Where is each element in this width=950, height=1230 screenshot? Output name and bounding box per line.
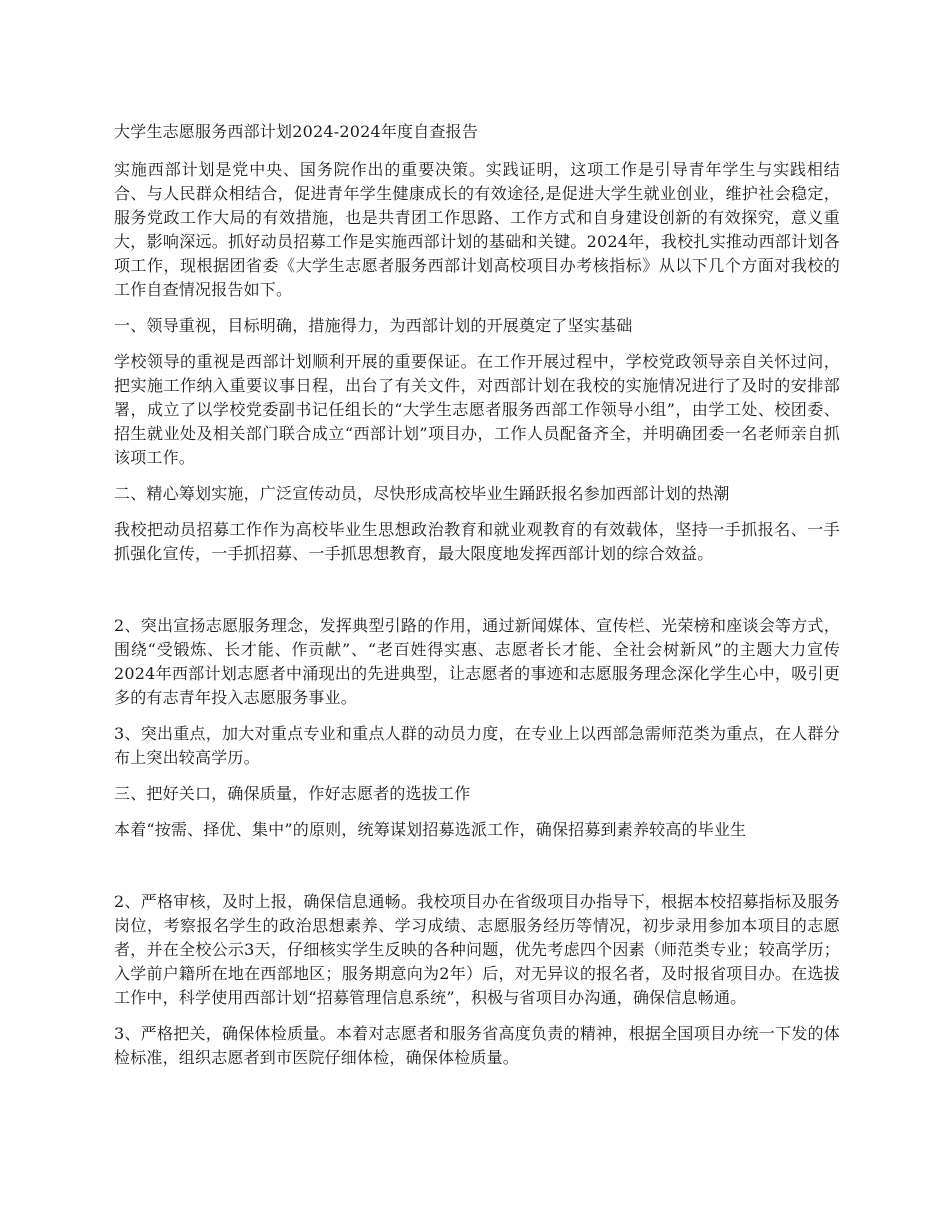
section-2-heading: 二、精心筹划实施，广泛宣传动员，尽快形成高校毕业生踊跃报名参加西部计划的热潮 xyxy=(114,484,730,503)
intro-paragraph: 实施西部计划是党中央、国务院作出的重要决策。实践证明，这项工作是引导青年学生与实践相结合、与人民群众相结合，促进青年学生健康成长的有效途径,是促进大学生就业创业，维护社会稳定，服务党政工作大局的有效措施，也是共青团工作思路、工作方式和自身建设创新的有效探究，意义重大，影响深远。抓好动员招募工作是实施西部计划的基础和关键。2024年，我校扎实推动西部计划各项工作，现根据团省委《大学生志愿者服务西部计划高校项目办考核指标》从以下几个方面对我校的工作自查情况报告如下。 xyxy=(114,160,840,299)
document-title: 大学生志愿服务西部计划2024-2024年度自查报告 xyxy=(114,122,479,141)
section-2-body: 我校把动员招募工作作为高校毕业生思想政治教育和就业观教育的有效载体，坚持一手抓报名、一手抓强化宣传，一手抓招募、一手抓思想教育，最大限度地发挥西部计划的综合效益。 xyxy=(114,520,840,563)
section-3-item-3: 3、严格把关，确保体检质量。本着对志愿者和服务省高度负责的精神，根据全国项目办统一下发的体检标准，组织志愿者到市医院仔细体检，确保体检质量。 xyxy=(114,1024,840,1067)
section-3-heading: 三、把好关口，确保质量，作好志愿者的选拔工作 xyxy=(114,784,471,803)
document-page xyxy=(114,120,840,1082)
section-1-heading: 一、领导重视，目标明确，措施得力，为西部计划的开展奠定了坚实基础 xyxy=(114,316,633,335)
section-3-body: 本着“按需、择优、集中”的原则，统筹谋划招募选派工作，确保招募到素养较高的毕业生 xyxy=(114,820,747,839)
section-1-body: 学校领导的重视是西部计划顺利开展的重要保证。在工作开展过程中，学校党政领导亲自关怀过问，把实施工作纳入重要议事日程，出台了有关文件，对西部计划在我校的实施情况进行了及时的安排部署，成立了以学校党委副书记任组长的“大学生志愿者服务西部工作领导小组”，由学工处、校团委、招生就业处及相关部门联合成立“西部计划”项目办，工作人员配备齐全，并明确团委一名老师亲自抓该项工作。 xyxy=(114,352,840,467)
section-2-item-2: 2、突出宣扬志愿服务理念，发挥典型引路的作用，通过新闻媒体、宣传栏、光荣榜和座谈会等方式，围绕“受锻炼、长才能、作贡献”、“老百姓得实惠、志愿者长才能、全社会树新风”的主题大力宣传2024年西部计划志愿者中涌现出的先进典型，让志愿者的事迹和志愿服务理念深化学生心中，吸引更多的有志青年投入志愿服务事业。 xyxy=(114,616,840,707)
section-2-item-3: 3、突出重点，加大对重点专业和重点人群的动员力度，在专业上以西部急需师范类为重点，在人群分布上突出较高学历。 xyxy=(114,724,840,767)
paragraph-gap xyxy=(114,854,840,890)
section-3-item-2: 2、严格审核，及时上报，确保信息通畅。我校项目办在省级项目办指导下，根据本校招募指标及服务岗位，考察报名学生的政治思想素养、学习成绩、志愿服务经历等情况，初步录用参加本项目的志愿者，并在全校公示3天，仔细核实学生反映的各种问题，优先考虑四个因素（师范类专业；较高学历；入学前户籍所在地在西部地区；服务期意向为2年）后，对无异议的报名者，及时报省项目办。在选拔工作中，科学使用西部计划“招募管理信息系统”，积极与省项目办沟通，确保信息畅通。 xyxy=(114,892,840,1007)
paragraph-gap xyxy=(114,578,840,614)
